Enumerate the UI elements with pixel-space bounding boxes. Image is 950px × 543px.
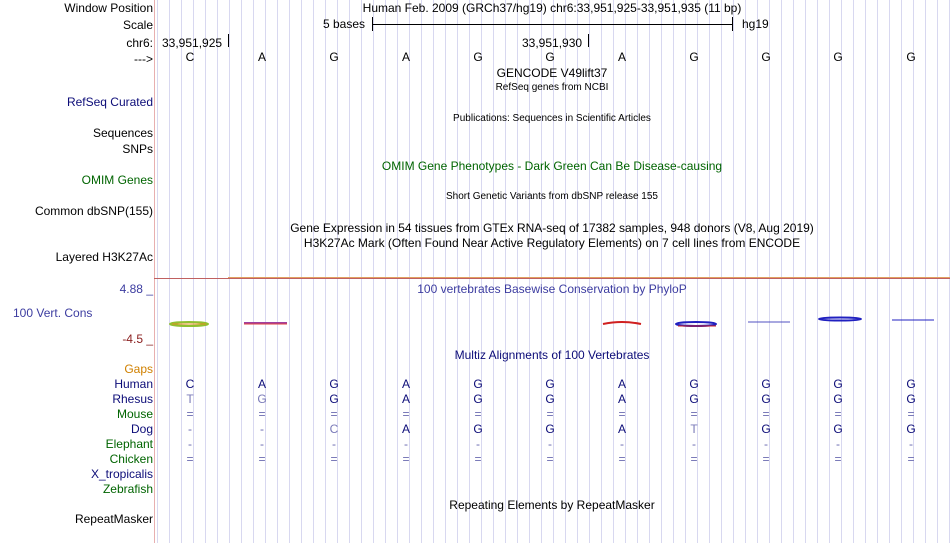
species-base: - <box>260 422 264 436</box>
species-base: G <box>906 392 916 406</box>
species-base: - <box>332 437 336 451</box>
species-base: G <box>545 422 555 436</box>
snps-track-label[interactable]: SNPs <box>122 142 153 156</box>
reference-base: G <box>761 50 771 64</box>
species-base: G <box>329 377 339 391</box>
species-label[interactable]: Elephant <box>105 437 153 451</box>
species-label[interactable]: Human <box>114 377 153 391</box>
species-base: = <box>690 407 698 421</box>
window-position-text: Human Feb. 2009 (GRCh37/hg19) chr6:33,951,925-33,951,935 (11 bp) <box>362 1 742 15</box>
species-base: = <box>546 407 554 421</box>
species-base: G <box>761 377 771 391</box>
species-base: - <box>260 437 264 451</box>
species-base: = <box>258 452 266 466</box>
species-base: = <box>907 452 915 466</box>
dbsnp-track-title[interactable]: Short Genetic Variants from dbSNP release 155 <box>446 191 658 202</box>
species-label[interactable]: Dog <box>130 422 153 436</box>
species-base: = <box>762 452 770 466</box>
species-base: A <box>617 392 626 406</box>
reference-base: A <box>401 50 410 64</box>
scale-text: 5 bases <box>323 17 366 31</box>
scale-label: Scale <box>122 18 153 32</box>
species-label[interactable]: Chicken <box>109 452 153 466</box>
species-base: G <box>761 392 771 406</box>
coord-mid: 33,951,930 <box>522 36 583 50</box>
reference-base: C <box>185 50 195 64</box>
multiz-track-title[interactable]: Multiz Alignments of 100 Vertebrates <box>454 348 650 362</box>
species-base: G <box>545 392 555 406</box>
species-base: G <box>329 392 339 406</box>
species-base: G <box>833 422 843 436</box>
species-base: G <box>906 377 916 391</box>
cons-mark-7 <box>603 322 641 324</box>
species-label[interactable]: Mouse <box>116 407 153 421</box>
species-base: = <box>546 452 554 466</box>
window-position-label: Window Position <box>64 1 153 15</box>
species-base: - <box>188 437 192 451</box>
species-base: = <box>834 407 842 421</box>
species-base: = <box>186 452 194 466</box>
reference-base: G <box>689 50 699 64</box>
strand-label: ---> <box>134 52 153 66</box>
species-base: = <box>258 407 266 421</box>
species-base: G <box>473 392 483 406</box>
reference-base: G <box>906 50 916 64</box>
species-base: C <box>329 422 339 436</box>
h3k27ac-track-label[interactable]: Layered H3K27Ac <box>55 250 153 264</box>
species-base: A <box>401 422 410 436</box>
species-base: - <box>764 437 768 451</box>
species-base: G <box>473 422 483 436</box>
coord-left: 33,951,925 <box>162 36 223 50</box>
species-base: A <box>617 422 626 436</box>
species-base: = <box>330 407 338 421</box>
species-base: G <box>257 392 267 406</box>
conservation-track-title[interactable]: 100 vertebrates Basewise Conservation by PhyloP <box>417 282 687 296</box>
species-base: G <box>545 377 555 391</box>
repeatmasker-track-label[interactable]: RepeatMasker <box>74 512 153 526</box>
cons-min-label: -4.5 _ <box>122 332 153 346</box>
reference-base: G <box>329 50 339 64</box>
h3k27ac-track-title[interactable]: H3K27Ac Mark (Often Found Near Active Regulatory Elements) on 7 cell lines from ENCODE <box>303 236 801 250</box>
species-base: - <box>188 422 192 436</box>
sequences-track-label[interactable]: Sequences <box>92 126 153 140</box>
species-base: = <box>474 452 482 466</box>
species-base: T <box>690 422 698 436</box>
species-base: - <box>620 437 624 451</box>
omim-track-title[interactable]: OMIM Gene Phenotypes - Dark Green Can Be Disease-causing <box>381 159 723 173</box>
cons-max-label: 4.88 _ <box>119 282 153 296</box>
species-base: C <box>185 377 195 391</box>
species-base: G <box>473 377 483 391</box>
gtex-track-title[interactable]: Gene Expression in 54 tissues from GTEx RNA-seq of 17382 samples, 948 donors (V8, Aug 2019) <box>290 221 814 235</box>
repeatmasker-track-title[interactable]: Repeating Elements by RepeatMasker <box>449 498 655 512</box>
species-base: A <box>401 377 410 391</box>
gaps-track-label[interactable]: Gaps <box>124 362 153 376</box>
species-base: - <box>404 437 408 451</box>
refseq-track-label[interactable]: RefSeq Curated <box>66 95 153 109</box>
reference-base: G <box>473 50 483 64</box>
species-base: A <box>401 392 410 406</box>
species-base: = <box>186 407 194 421</box>
dbsnp-track-label[interactable]: Common dbSNP(155) <box>34 204 153 218</box>
species-base: - <box>476 437 480 451</box>
species-base: T <box>186 392 194 406</box>
species-base: - <box>836 437 840 451</box>
omim-track-label[interactable]: OMIM Genes <box>81 173 153 187</box>
species-base: - <box>548 437 552 451</box>
cons-mark-8 <box>676 322 716 326</box>
reference-base: A <box>257 50 266 64</box>
cons-mark-10 <box>819 318 861 321</box>
species-base: G <box>761 422 771 436</box>
chrom-label: chr6: <box>126 36 153 50</box>
species-base: = <box>834 452 842 466</box>
refseq-subtitle: RefSeq genes from NCBI <box>495 82 609 93</box>
species-base: = <box>474 407 482 421</box>
species-base: G <box>906 422 916 436</box>
species-base: = <box>762 407 770 421</box>
species-label[interactable]: Zebrafish <box>102 482 153 496</box>
species-base: = <box>907 407 915 421</box>
species-base: = <box>402 452 410 466</box>
publications-title[interactable]: Publications: Sequences in Scientific Articles <box>453 113 651 124</box>
reference-base: A <box>617 50 626 64</box>
species-base: G <box>833 377 843 391</box>
species-base: - <box>692 437 696 451</box>
reference-base: G <box>545 50 555 64</box>
conservation-track-label[interactable]: 100 Vert. Cons <box>13 306 93 320</box>
species-base: = <box>330 452 338 466</box>
species-base: G <box>833 392 843 406</box>
species-base: = <box>402 407 410 421</box>
species-label[interactable]: Rhesus <box>112 392 153 406</box>
species-base: = <box>618 407 626 421</box>
species-label[interactable]: X_tropicalis <box>90 467 153 481</box>
species-base: A <box>617 377 626 391</box>
species-base: - <box>909 437 913 451</box>
species-base: G <box>689 377 699 391</box>
species-base: = <box>690 452 698 466</box>
species-base: = <box>618 452 626 466</box>
scale-db: hg19 <box>742 17 769 31</box>
reference-base: G <box>833 50 843 64</box>
gencode-track-title[interactable]: GENCODE V49lift37 <box>496 66 608 80</box>
species-base: G <box>689 392 699 406</box>
species-base: A <box>257 377 266 391</box>
